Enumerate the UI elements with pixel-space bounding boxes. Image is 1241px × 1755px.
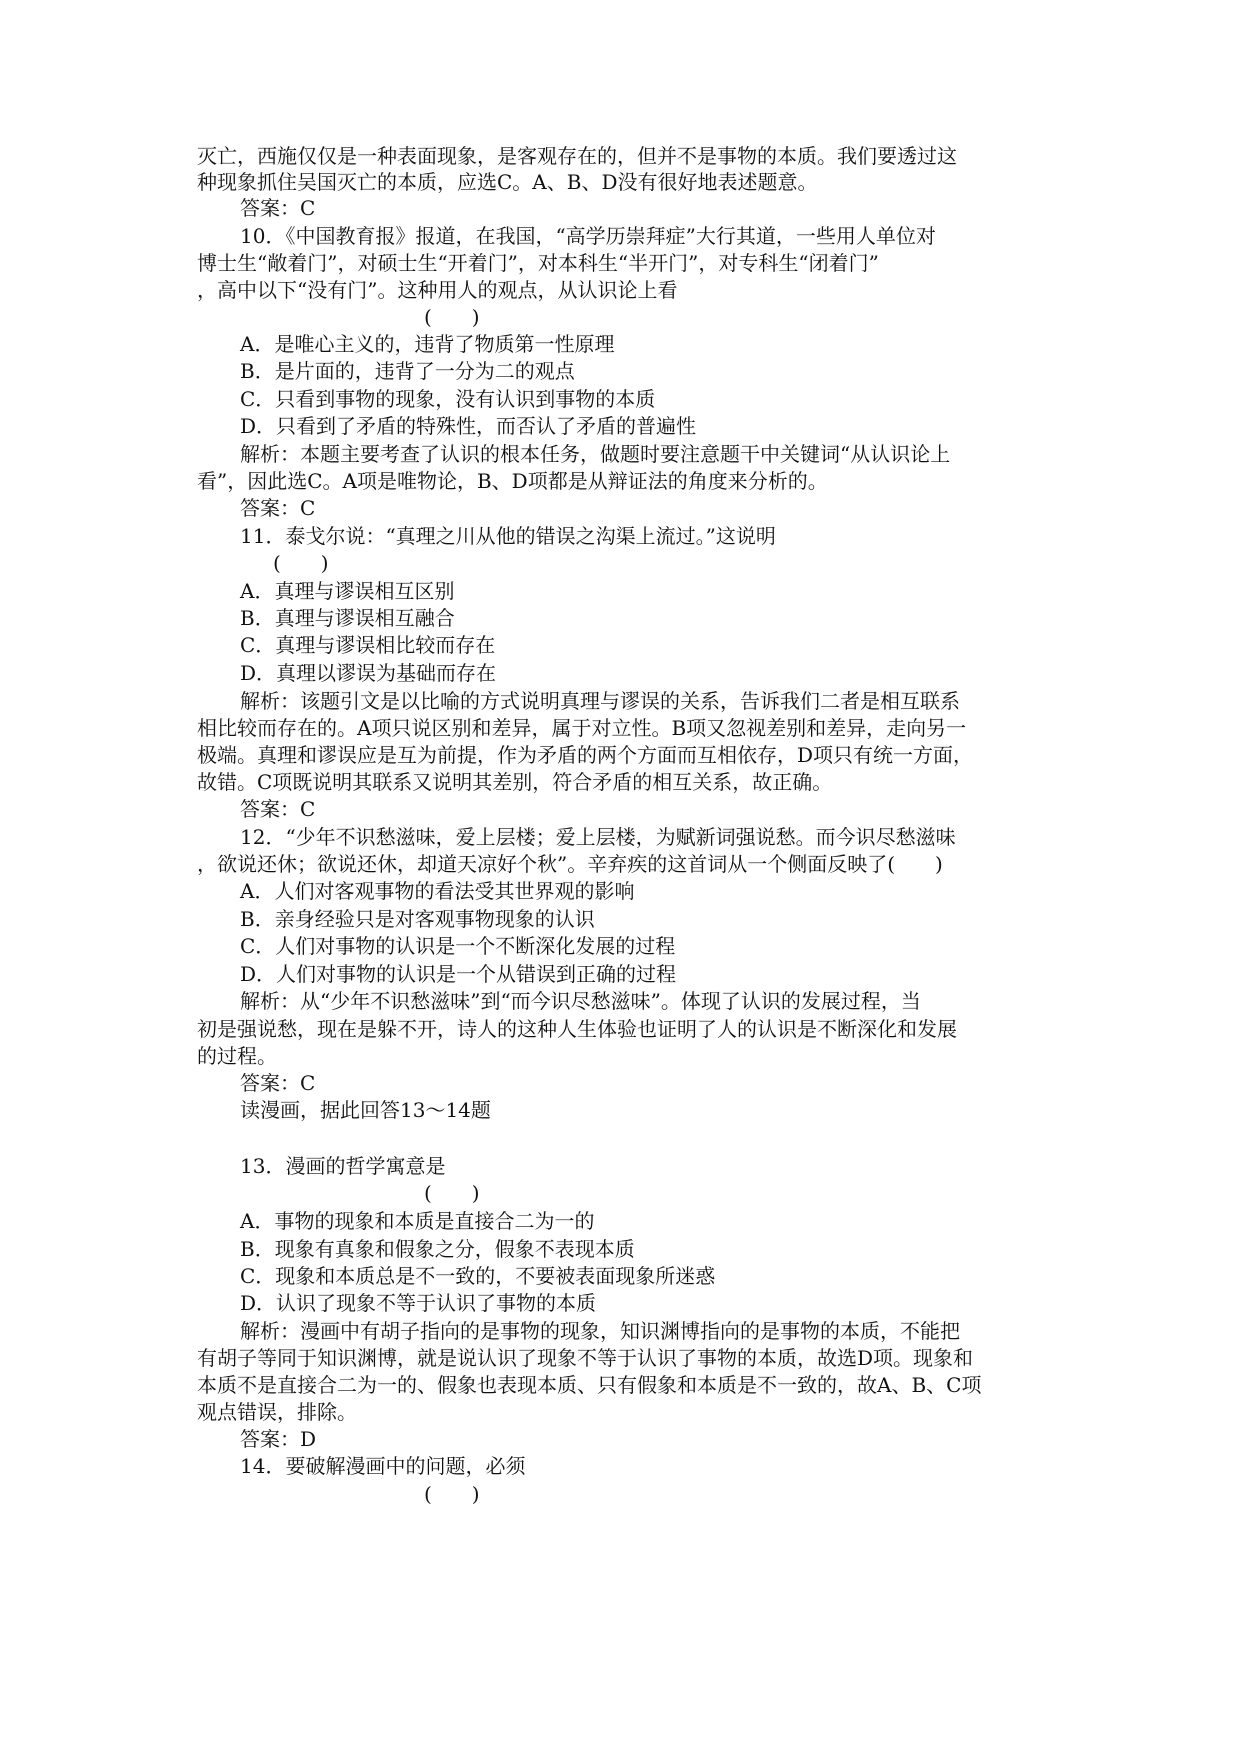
question-line: 10．《中国教育报》报道，在我国，“高学历崇拜症”大行其道，一些用人单位对 xyxy=(240,224,936,248)
text-line: 灭亡，西施仅仅是一种表面现象，是客观存在的，但并不是事物的本质。我们要透过这 xyxy=(197,144,957,168)
option-line: A．事物的现象和本质是直接合二为一的 xyxy=(240,1209,595,1233)
answer-blank: ( ) xyxy=(424,1482,480,1506)
analysis-line: 解析：从“少年不识愁滋味”到“而今识尽愁滋味”。体现了认识的发展过程，当 xyxy=(240,989,921,1013)
option-line: C．真理与谬误相比较而存在 xyxy=(240,633,496,657)
text-line: 初是强说愁，现在是躲不开，诗人的这种人生体验也证明了人的认识是不断深化和发展 xyxy=(197,1017,957,1041)
answer-blank: ( ) xyxy=(273,551,329,575)
option-line: A．真理与谬误相互区别 xyxy=(240,579,455,603)
option-line: D．认识了现象不等于认识了事物的本质 xyxy=(240,1291,597,1315)
text-line: 看”，因此选C。A项是唯物论，B、D项都是从辩证法的角度来分析的。 xyxy=(197,469,828,493)
option-line: B．亲身经验只是对客观事物现象的认识 xyxy=(240,907,595,931)
answer-line: 答案：C xyxy=(240,496,316,520)
instruction-line: 读漫画，据此回答13～14题 xyxy=(240,1098,491,1122)
answer-line: 答案：C xyxy=(240,1071,316,1095)
text-line: 观点错误，排除。 xyxy=(197,1400,357,1424)
option-line: C．现象和本质总是不一致的，不要被表面现象所迷惑 xyxy=(240,1264,716,1288)
text-line: 相比较而存在的。A项只说区别和差异，属于对立性。B项又忽视差别和差异，走向另一 xyxy=(197,716,967,740)
question-line: 13．漫画的哲学寓意是 xyxy=(240,1154,446,1178)
option-line: C．人们对事物的认识是一个不断深化发展的过程 xyxy=(240,934,676,958)
text-line: 博士生“敞着门”，对硕士生“开着门”，对本科生“半开门”，对专科生“闭着门” xyxy=(197,251,879,275)
analysis-line: 解析：本题主要考查了认识的根本任务，做题时要注意题干中关键词“从认识论上 xyxy=(240,442,951,466)
text-line: 种现象抓住吴国灭亡的本质，应选C。A、B、D没有很好地表述题意。 xyxy=(197,170,818,194)
analysis-line: 解析：该题引文是以比喻的方式说明真理与谬误的关系，告诉我们二者是相互联系 xyxy=(240,689,960,713)
answer-line: 答案：C xyxy=(240,797,316,821)
option-line: D．人们对事物的认识是一个从错误到正确的过程 xyxy=(240,962,677,986)
option-line: D．只看到了矛盾的特殊性，而否认了矛盾的普遍性 xyxy=(240,414,697,438)
text-line: 本质不是直接合二为一的、假象也表现本质、只有假象和本质是不一致的，故A、B、C项 xyxy=(197,1373,982,1397)
text-line: 极端。真理和谬误应是互为前提，作为矛盾的两个方面而互相依存，D项只有统一方面， xyxy=(197,743,974,767)
analysis-line: 解析：漫画中有胡子指向的是事物的现象，知识渊博指向的是事物的本质，不能把 xyxy=(240,1319,960,1343)
question-line: 12．“少年不识愁滋味，爱上层楼；爱上层楼，为赋新词强说愁。而今识尽愁滋味 xyxy=(240,825,956,849)
text-line: 有胡子等同于知识渊博，就是说认识了现象不等于认识了事物的本质，故选D项。现象和 xyxy=(197,1346,974,1370)
option-line: B．真理与谬误相互融合 xyxy=(240,606,455,630)
option-line: B．是片面的，违背了一分为二的观点 xyxy=(240,359,575,383)
answer-blank: ( ) xyxy=(424,305,480,329)
answer-line: 答案：C xyxy=(240,196,316,220)
text-line: 的过程。 xyxy=(197,1044,277,1068)
option-line: B．现象有真象和假象之分，假象不表现本质 xyxy=(240,1237,635,1261)
text-line: ，欲说还休；欲说还休，却道天凉好个秋”。辛弃疾的这首词从一个侧面反映了( ) xyxy=(197,852,943,876)
option-line: A．人们对客观事物的看法受其世界观的影响 xyxy=(240,879,635,903)
text-line: ，高中以下“没有门”。这种用人的观点，从认识论上看 xyxy=(197,278,678,302)
question-line: 11．泰戈尔说：“真理之川从他的错误之沟渠上流过。”这说明 xyxy=(240,524,776,548)
answer-line: 答案：D xyxy=(240,1427,317,1451)
option-line: C．只看到事物的现象，没有认识到事物的本质 xyxy=(240,387,656,411)
text-line: 故错。C项既说明其联系又说明其差别，符合矛盾的相互关系，故正确。 xyxy=(197,770,833,794)
question-line: 14．要破解漫画中的问题，必须 xyxy=(240,1454,526,1478)
option-line: A．是唯心主义的，违背了物质第一性原理 xyxy=(240,332,615,356)
option-line: D．真理以谬误为基础而存在 xyxy=(240,661,497,685)
answer-blank: ( ) xyxy=(424,1181,480,1205)
